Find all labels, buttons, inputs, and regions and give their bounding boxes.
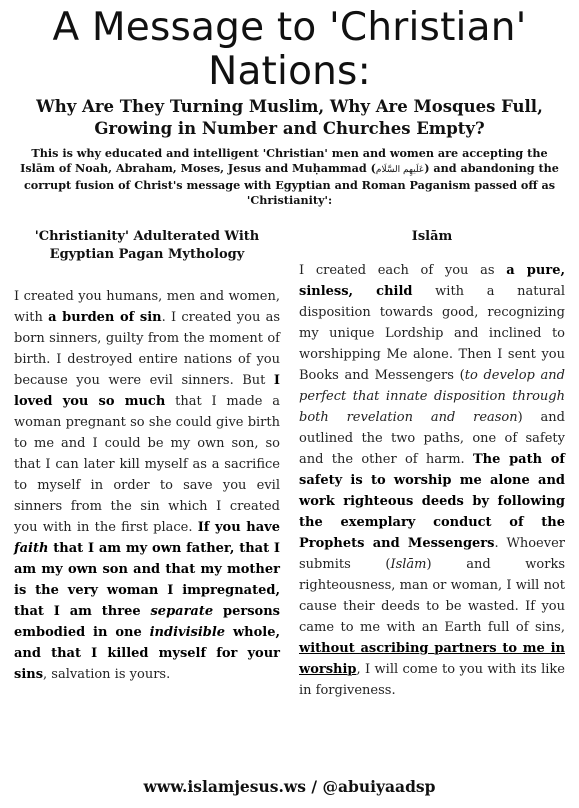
left-bold-3g: whole, and that I killed myself for your sins [14, 625, 280, 682]
left-text-2: . I created you as born sinners, guilty from the moment of birth. I destroyed entire nations of you because you were evil sinners. But [14, 310, 280, 388]
left-bold-3c: that I am my own father, that I am my own son and that my mother is the very woman I impregnated, that I am three [14, 541, 280, 619]
intro-part-2: ) and abandoning the corrupt fusion of Christ's message with Egyptian and Roman Paganism passed off as 'Christianity': [24, 161, 559, 207]
right-text-1: I created each of you as [299, 263, 507, 278]
right-text-6: , I will come to you with its like in forgiveness. [299, 662, 565, 698]
right-italic-1: to develop and perfect that innate disposition through both revelation and reason [299, 368, 565, 425]
left-bold-3d: separate [150, 604, 214, 619]
right-column [299, 228, 565, 701]
subtitle: Why Are They Turning Muslim, Why Are Mosques Full, Growing in Number and Churches Empty? [36, 97, 543, 138]
title-line-2: Nations: [208, 49, 371, 94]
comparison-columns [14, 228, 565, 701]
right-bold-1: a pure, sinless, child [299, 263, 565, 299]
right-text-3: ) and outlined the two paths, one of safety and the other of harm. [299, 410, 565, 467]
left-column-heading: 'Christianity' Adulterated With Egyptian Pagan Mythology [34, 229, 260, 262]
footer-links: www.islamjesus.ws / @abuiyaadsp [143, 777, 436, 796]
left-text-1: I created you humans, men and women, with [14, 289, 280, 325]
right-text-5: ) and works righteousness, man or woman, I will not cause their deeds to be wasted. If you came to me with an Earth full of sins, [299, 557, 565, 635]
right-bold-underlined-3: without ascribing partners to me in worship [299, 641, 565, 677]
page-title [14, 6, 565, 94]
right-bold-2: The path of safety is to worship me alone and work righteous deeds by following the exemplary conduct of the Prophets and Messengers [299, 452, 565, 551]
left-bold-3a: If you have [197, 520, 280, 535]
left-bold-1: a burden of sin [48, 310, 162, 325]
left-text-4: , salvation is yours. [43, 667, 171, 682]
left-column [14, 228, 280, 701]
left-bold-3e: persons embodied in one [14, 604, 280, 640]
left-text-3: that I made a woman pregnant so she could give birth to me and I could be my own son, so that I can later kill myself as a sacrifice to myself in order to save you evil sinners from the sin which I created you with in the first place. [14, 394, 280, 535]
right-column-heading: Islām [411, 229, 453, 244]
arabic-honorific: عَلَيهِم السَّلَام [375, 165, 425, 175]
left-column-body [14, 286, 280, 685]
intro-paragraph [14, 146, 565, 208]
right-text-2: with a natural disposition towards good, recognizing my unique Lordship and inclined to worshipping Me alone. Then I sent you Books and Messengers ( [299, 284, 566, 383]
left-bold-3f: indivisible [149, 625, 226, 640]
right-text-4: . Whoever submits ( [299, 536, 565, 572]
intro-part-1: This is why educated and intelligent 'Christian' men and women are accepting the Islām of Noah, Abraham, Moses, Jesus and Muḥammad ( [20, 146, 548, 175]
left-bold-3b: faith [14, 541, 49, 556]
right-italic-2: Islām [390, 557, 427, 572]
title-line-1: A Message to 'Christian' [52, 5, 527, 50]
left-bold-3 [14, 520, 280, 682]
left-bold-2: I loved you so much [14, 373, 280, 409]
right-column-body [299, 260, 565, 701]
